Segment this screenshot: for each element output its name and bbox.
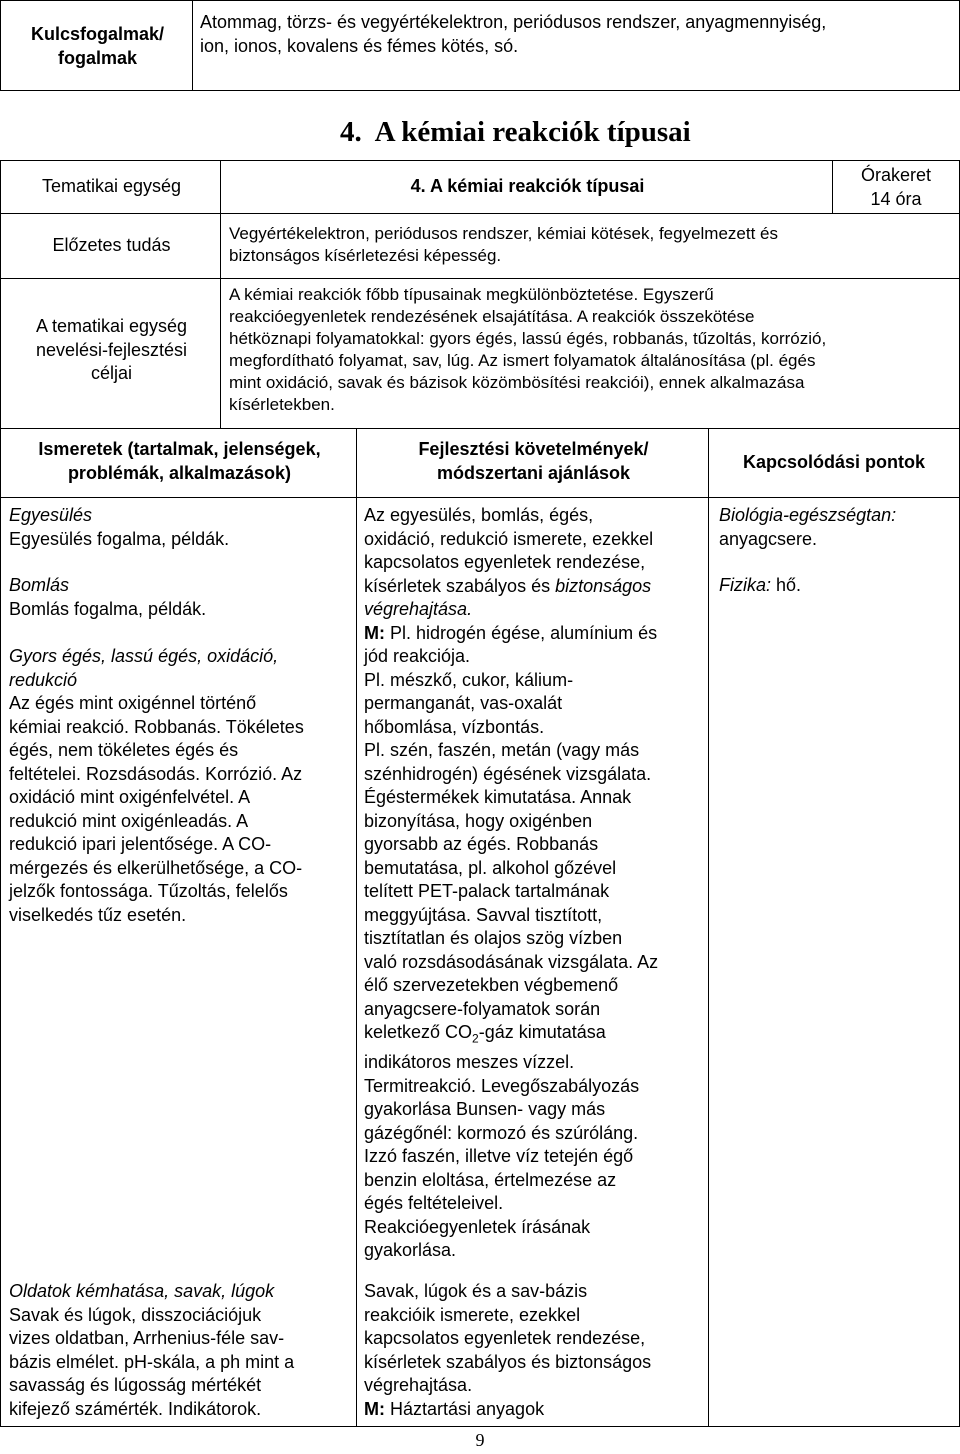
bio-label: Biológia-egészségtan: [719, 505, 897, 525]
col2-plain-fragment: kísérletek szabályos és [364, 575, 556, 596]
orakeret-cell [832, 160, 960, 214]
oldatok-text-line: Savak és lúgok, disszociációjuk [9, 1304, 262, 1325]
tematikai-label: Tematikai egység [41, 176, 182, 196]
col2-m1-line: gyakorlása. [364, 1240, 457, 1261]
eges-title-line: Gyors égés, lassú égés, oxidáció, [9, 646, 279, 666]
m1-first-line: Pl. hidrogén égése, alumínium és [385, 622, 658, 643]
elozetes-label-cell [0, 213, 221, 279]
tematikai-value-cell [220, 160, 833, 214]
oldatok-text-line: vizes oldatban, Arrhenius-féle sav- [9, 1328, 285, 1348]
tematikai-label-cell [0, 160, 221, 214]
celjai-label-line: A tematikai egység [35, 316, 188, 336]
eges-text-line: Az égés mint oxigénnel történő [9, 693, 257, 713]
col2-m1-line: benzin eloltása, értelmezése az [364, 1169, 617, 1190]
col2-m1-line: anyagcsere-folyamatok során [364, 998, 601, 1019]
oldatok-text-line: savasság és lúgosság mértékét [9, 1375, 262, 1395]
col2-m1-line: Reakcióegyenletek írásának [364, 1216, 591, 1237]
m2-text: Háztartási anyagok [385, 1398, 545, 1419]
bomlas-text: Bomlás fogalma, példák. [9, 598, 207, 619]
col2-m1-line: meggyújtása. Savval tisztított, [364, 904, 603, 925]
key-concepts-label-cell [0, 0, 193, 91]
m-prefix: M: [364, 622, 385, 643]
celjai-value-line: megfordítható folyamat, sav, lúg. Az ismert folyamatok általánosítása (pl. égés [229, 351, 816, 370]
col2-block2-line: Savak, lúgok és a sav-bázis [364, 1281, 588, 1301]
elozetes-value-cell [220, 213, 960, 279]
col2-m1-line: permanganát, vas-oxalát [364, 693, 563, 713]
eges-text-line: égés, nem tökéletes égés és [9, 740, 239, 760]
eges-text-line: redukció mint oxigénleadás. A [9, 810, 249, 831]
col2-m1-line: indikátoros meszes vízzel. [364, 1052, 575, 1073]
key-concepts-label-line: Kulcsfogalmak/ [30, 24, 165, 44]
eges-text-line: mérgezés és elkerülhetősége, a CO- [9, 857, 303, 878]
col1-text [9, 504, 354, 551]
col2-m1-line: Izzó faszén, illetve víz tetején égő [364, 1146, 634, 1167]
egyesules-text: Egyesülés fogalma, példák. [9, 528, 230, 549]
key-concepts-value-line: Atommag, törzs- és vegyértékelektron, periódusos rendszer, anyagmennyiség, [200, 12, 827, 32]
col2-block1-line [364, 575, 706, 599]
oldatok-title: Oldatok kémhatása, savak, lúgok [9, 1281, 275, 1301]
fiz-label: Fizika: [719, 575, 772, 595]
col2-header-line: Fejlesztési követelmények/ [418, 439, 649, 459]
col2-italic-fragment: biztonságos [555, 575, 652, 596]
col2-m1-line: bizonyítása, hogy oxigénben [364, 810, 593, 831]
col2-header-line: módszertani ajánlások [436, 462, 631, 483]
eges-text-line: redukció ipari jelentősége. A CO- [9, 834, 272, 854]
col2-text [364, 504, 706, 1263]
celjai-value-line: reakcióegyenletek rendezésének elsajátítása. A reakciók összekötése [229, 307, 755, 326]
elozetes-value-line: Vegyértékelektron, periódusos rendszer, kémiai kötések, fegyelmezett és [229, 224, 779, 243]
tematikai-value: 4. A kémiai reakciók típusai [410, 176, 645, 196]
m2-prefix: M: [364, 1398, 385, 1419]
oldatok-text-line: kifejező számérték. Indikátorok. [9, 1398, 262, 1419]
orakeret-label: Órakeret [860, 165, 932, 185]
celjai-label-line: céljai [90, 363, 133, 383]
egyesules-title: Egyesülés [9, 505, 93, 525]
col2-m1-line: hőbomlása, vízbontás. [364, 716, 545, 737]
col2-m1-line: szénhidrogén) égésének vizsgálata. [364, 763, 652, 784]
key-concepts-value-line: ion, ionos, kovalens és fémes kötés, só. [200, 35, 519, 56]
bio-value: anyagcsere. [719, 528, 818, 549]
page-number: 9 [475, 1430, 485, 1450]
col3-header: Kapcsolódási pontok [742, 452, 926, 472]
key-concepts-value-cell [192, 0, 960, 91]
col2-block1-line: kapcsolatos egyenletek rendezése, [364, 552, 646, 572]
col2-m1-line: Termitreakció. Levegőszabályozás [364, 1075, 640, 1096]
col2-m1-line: élő szervezetekben végbemenő [364, 975, 619, 995]
col2-block1-line: végrehajtása. [364, 599, 473, 619]
fiz-value: hő. [771, 575, 802, 595]
celjai-label-line: nevelési-fejlesztési [35, 339, 188, 360]
key-concepts-label-line: fogalmak [57, 47, 138, 68]
col2-block2-line: kísérletek szabályos és biztonságos [364, 1351, 652, 1372]
col2-header-cell [356, 428, 709, 498]
celjai-value-cell [220, 278, 960, 429]
col1-header-line: problémák, alkalmazások) [67, 462, 292, 483]
co2-pre: keletkező CO [364, 1022, 473, 1042]
elozetes-value-line: biztonságos kísérletezési képesség. [229, 246, 502, 265]
celjai-value-line: kísérletekben. [229, 395, 335, 414]
celjai-value-line: hétköznapi folyamatokkal: gyors égés, lassú égés, robbanás, tűzoltás, korrózió, [229, 329, 827, 348]
col2-m1-line: gyorsabb az égés. Robbanás [364, 834, 599, 854]
eges-text-line: feltételei. Rozsdásodás. Korrózió. Az [9, 763, 303, 784]
col2-m1-line: tisztítatlan és olajos szög vízben [364, 928, 623, 948]
col2-co2-line [364, 1021, 706, 1051]
eges-text-line: jelzők fontossága. Tűzoltás, felelős [9, 881, 288, 901]
col2-m1-line: bemutatása, pl. alkohol gőzével [364, 857, 617, 878]
col2-m1-line: Pl. szén, faszén, metán (vagy más [364, 740, 640, 760]
col2-m1-line: gyakorlása Bunsen- vagy más [364, 1099, 606, 1120]
col2-m1-line: jód reakciója. [364, 646, 471, 666]
co2-sub: 2 [472, 1031, 479, 1046]
col3-text [719, 504, 957, 598]
celjai-value-line: mint oxidáció, savak és bázisok közömbösítési reakciói), ennek alkalmazása [229, 373, 805, 392]
col2-m1-line: való rozsdásodásának vizsgálata. Az [364, 951, 659, 972]
eges-text-line: oxidáció mint oxigénfelvétel. A [9, 787, 251, 807]
celjai-label-cell [0, 278, 221, 429]
col1-header-line: Ismeretek (tartalmak, jelenségek, [38, 439, 321, 459]
eges-text-line: kémiai reakció. Robbanás. Tökéletes [9, 716, 304, 737]
col2-m1-line: gázégőnél: kormozó és szúróláng. [364, 1122, 639, 1143]
col2-m1-line: Pl. mészkő, cukor, kálium- [364, 669, 574, 690]
oldatok-text-line: bázis elmélet. pH-skála, a ph mint a [9, 1351, 295, 1372]
col1-header-cell [0, 428, 357, 498]
col2-m1-line [364, 622, 706, 646]
celjai-value-line: A kémiai reakciók főbb típusainak megkülönböztetése. Egyszerű [229, 285, 714, 304]
col2-m1-line: telített PET-palack tartalmának [364, 881, 610, 901]
eges-title-line: redukció [9, 669, 78, 690]
col2-m1-line: égés feltételeivel. [364, 1193, 504, 1214]
col2-block1-line: oxidáció, redukció ismerete, ezekkel [364, 528, 654, 549]
co2-post: -gáz kimutatása [478, 1022, 606, 1042]
col2-block1-line: Az egyesülés, bomlás, égés, [364, 505, 594, 525]
col2-block2-line: reakcióik ismerete, ezekkel [364, 1304, 581, 1325]
col3-content-cell [708, 497, 960, 1427]
elozetes-label: Előzetes tudás [52, 235, 171, 255]
col2-block2-line: kapcsolatos egyenletek rendezése, [364, 1328, 646, 1348]
col2-block2-line: végrehajtása. [364, 1375, 473, 1395]
section-heading: 4. A kémiai reakciók típusai [340, 116, 691, 148]
bomlas-title: Bomlás [9, 575, 70, 595]
eges-text-line: viselkedés tűz esetén. [9, 904, 187, 925]
orakeret-value: 14 óra [870, 188, 922, 209]
col3-header-cell [708, 428, 960, 498]
col2-m1-line: Égéstermékek kimutatása. Annak [364, 787, 632, 807]
